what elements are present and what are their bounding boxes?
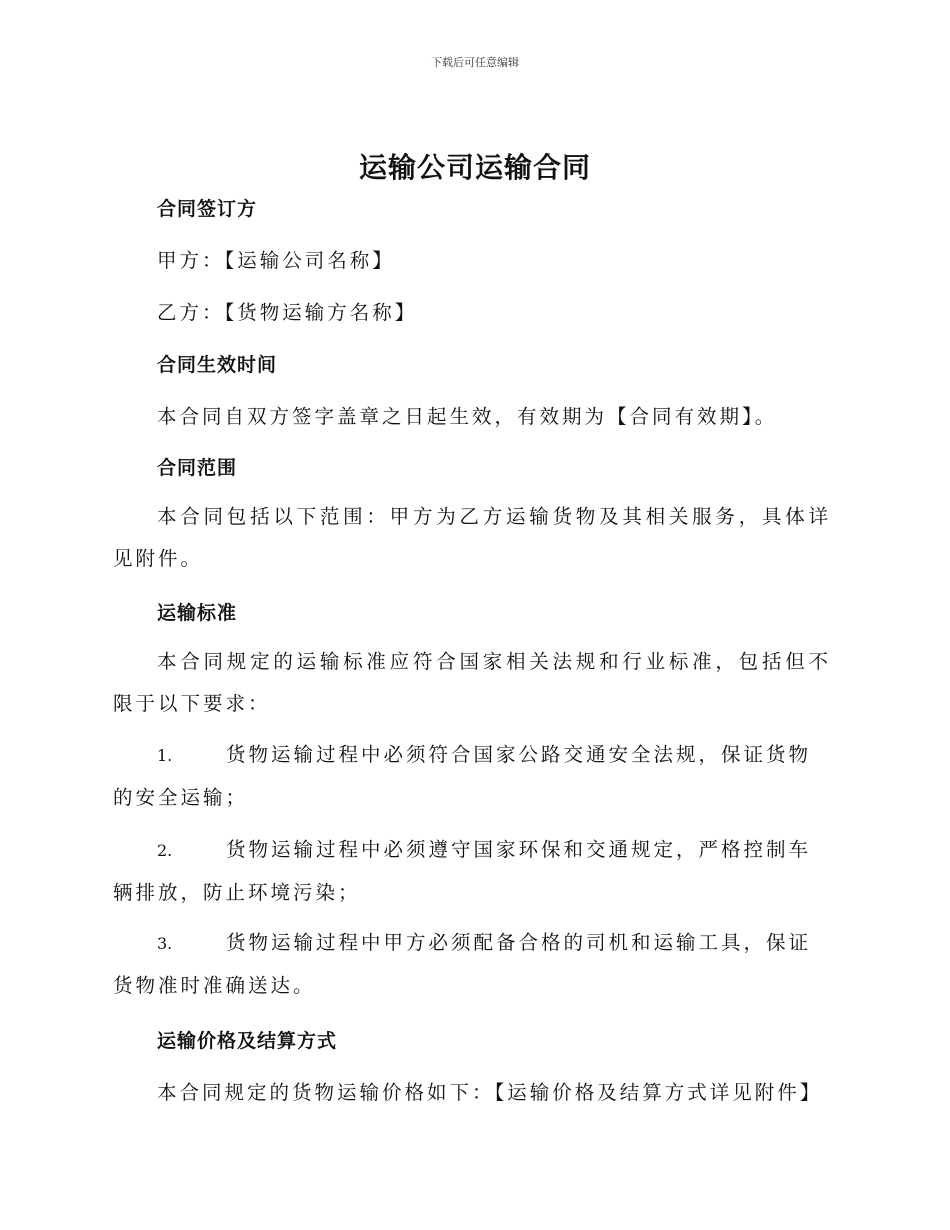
list-text: 货物运输过程中必须符合国家公路交通安全法规，保证货物的安全运输；: [113, 743, 812, 809]
section-heading-effective: 合同生效时间: [157, 354, 278, 376]
effective-text: 本合同自双方签字盖章之日起生效，有效期为【合同有效期】。: [157, 405, 778, 428]
section-heading-standards: 运输标准: [157, 602, 238, 624]
section-heading-parties: 合同签订方: [157, 198, 258, 220]
party-a-line: 甲方：【运输公司名称】: [157, 249, 395, 272]
header-note: 下载后可任意编辑: [431, 56, 519, 69]
list-text: 货物运输过程中必须遵守国家环保和交通规定，严格控制车辆排放，防止环境污染；: [113, 838, 812, 904]
list-number: 1.: [157, 746, 173, 765]
standards-list-item-1: [113, 734, 831, 819]
scope-paragraph: 本合同包括以下范围：甲方为乙方运输货物及其相关服务，具体详见附件。: [113, 505, 831, 570]
document-title: 运输公司运输合同: [358, 151, 591, 184]
standards-list-item-3: [113, 922, 831, 1007]
section-heading-pricing: 运输价格及结算方式: [157, 1030, 338, 1052]
standards-list-item-2: [113, 829, 831, 914]
standards-intro-paragraph: 本合同规定的运输标准应符合国家相关法规和行业标准，包括但不限于以下要求：: [113, 650, 831, 715]
pricing-text: 本合同规定的货物运输价格如下：【运输价格及结算方式详见附件】: [157, 1081, 823, 1104]
list-number: 3.: [157, 934, 173, 953]
party-b-line: 乙方：【货物运输方名称】: [157, 301, 418, 324]
list-text: 货物运输过程中甲方必须配备合格的司机和运输工具，保证货物准时准确送达。: [113, 931, 812, 997]
section-heading-scope: 合同范围: [157, 457, 238, 479]
list-number: 2.: [157, 841, 173, 860]
